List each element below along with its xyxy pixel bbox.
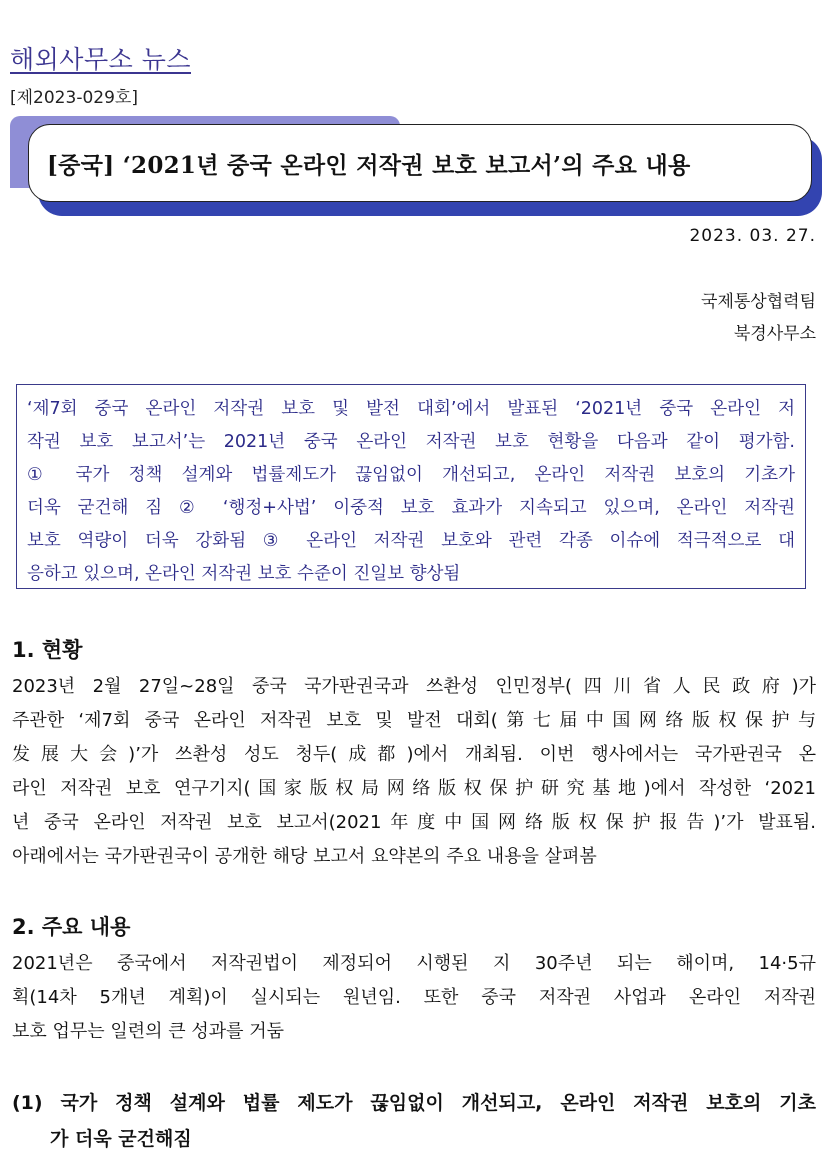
summary-box [16, 384, 806, 589]
article-title: [중국] ‘2021년 중국 온라인 저작권 보호 보고서’의 주요 내용 [47, 151, 691, 179]
body-line: 发展大会)’가 쓰촨성 성도 청두(成都)에서 개최됨. 이번 행사에서는 국가판권국 온 [12, 744, 816, 765]
summary-line: 보호 역량이 더욱 강화됨 ③ 온라인 저작권 보호와 관련 각종 이슈에 적극적으로 대 [27, 531, 795, 551]
section-heading-main: 2. 주요 내용 [12, 915, 131, 939]
summary-line: 더욱 굳건해 짐 ② ‘행정+사법’ 이중적 보호 효과가 지속되고 있으며, 온라인 저작권 [27, 498, 795, 518]
body-line: 주관한 ‘제7회 중국 온라인 저작권 보호 및 발전 대회(第七届中国网络版权保护与 [12, 710, 816, 731]
summary-line: ① 국가 정책 설계와 법률제도가 끊임없이 개선되고, 온라인 저작권 보호의 기초가 [27, 465, 795, 485]
section-status-body [12, 670, 816, 874]
title-banner [10, 116, 822, 216]
section-main-body [12, 947, 816, 1049]
body-line: 라인 저작권 보호 연구기지(国家版权局网络版权保护研究基地)에서 작성한 ‘2021 [12, 778, 816, 799]
publish-date: 2023. 03. 27. [689, 226, 816, 246]
subsection-line: (1) 국가 정책 설계와 법률 제도가 끊임없이 개선되고, 온라인 저작권 보호의 기초 [12, 1092, 816, 1114]
body-line: 아래에서는 국가판권국이 공개한 해당 보고서 요약본의 주요 내용을 살펴봄 [12, 846, 597, 867]
body-line: 년 중국 온라인 저작권 보호 보고서(2021年度中国网络版权保护报告)’가 발표됨. [12, 812, 816, 833]
subsection-line: 가 더욱 굳건해짐 [50, 1128, 192, 1150]
summary-line: ‘제7회 중국 온라인 저작권 보호 및 발전 대회’에서 발표된 ‘2021년 중국 온라인 저 [27, 399, 795, 419]
summary-line: 응하고 있으며, 온라인 저작권 보호 수준이 진일보 향상됨 [27, 564, 461, 584]
author-office: 북경사무소 [733, 324, 816, 344]
newsletter-title: 해외사무소 뉴스 [10, 45, 191, 74]
banner-box [28, 124, 812, 202]
author-team: 국제통상협력팀 [701, 292, 816, 312]
body-line: 획(14차 5개년 계획)이 실시되는 원년임. 또한 중국 저작권 사업과 온라인 저작권 [12, 987, 816, 1008]
section-heading-status: 1. 현황 [12, 638, 83, 662]
issue-number: [제2023-029호] [10, 88, 138, 108]
body-line: 2023년 2월 27일~28일 중국 국가판권국과 쓰촨성 인민정부(四川省人民政府)가 [12, 676, 816, 697]
body-line: 2021년은 중국에서 저작권법이 제정되어 시행된 지 30주년 되는 해이며, 14·5규 [12, 953, 816, 974]
summary-line: 작권 보호 보고서’는 2021년 중국 온라인 저작권 보호 현황을 다음과 같이 평가함. [27, 432, 795, 452]
body-line: 보호 업무는 일련의 큰 성과를 거둠 [12, 1021, 285, 1042]
subsection-heading [12, 1085, 816, 1157]
